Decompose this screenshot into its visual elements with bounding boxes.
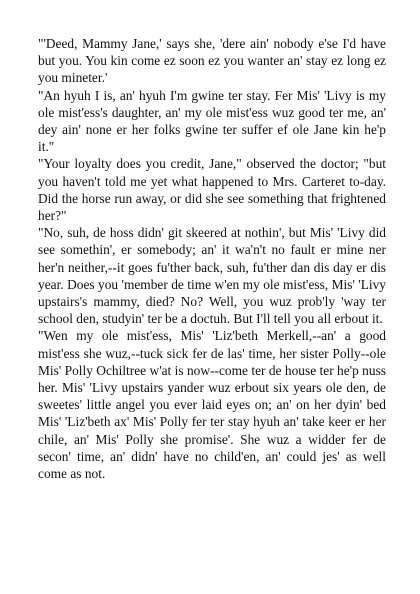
paragraph-4: "No, suh, de hoss didn' git skeered at nothin', but Mis' 'Livy did see somethin', er somebody; an' it wa'n't no fault er mine ner her'n neither,--it goes fu'ther back, suh, fu'ther dan dis day er dis year. Does you 'member de time w'en my ole mist'ess, Mis' 'Livy upstairs's mammy, died? No? Well, you wuz prob'ly 'way ter school den, studyin' ter be a doctuh. But I'll tell you all erbout it. (38, 225, 386, 327)
paragraph-1: "'Deed, Mammy Jane,' says she, 'dere ain' nobody e'se I'd have but you. You kin come ez soon ez you wanter an' stay ez long ez you mineter.' (38, 36, 386, 86)
page-body (38, 35, 386, 482)
paragraph-5: "Wen my ole mist'ess, Mis' 'Liz'beth Merkell,--an' a good mist'ess she wuz,--tuck sick fer de las' time, her sister Polly--ole Mis' Polly Ochiltree w'at is now--come ter de house ter he'p nuss her. Mis' 'Livy upstairs yander wuz erbout six years ole den, de sweetes' little angel you ever laid eyes on; an' on her dyin' bed Mis' 'Liz'beth ax' Mis' Polly fer ter stay hyuh an' take keer er her chile, an' Mis' Polly she promise'. She wuz a widder fer de secon' time, an' didn' have no child'en, an' could jes' as well come as not. (38, 328, 386, 482)
paragraph-2: "An hyuh I is, an' hyuh I'm gwine ter stay. Fer Mis' 'Livy is my ole mist'ess's daughter, an' my ole mist'ess wuz good ter me, an' dey ain' none er her folks gwine ter suffer ef ole Jane kin he'p it." (38, 87, 386, 155)
paragraph-3: "Your loyalty does you credit, Jane," observed the doctor; "but you haven't told me yet what happened to Mrs. Carteret to-day. Did the horse run away, or did she see something that frightened her?" (38, 156, 386, 224)
